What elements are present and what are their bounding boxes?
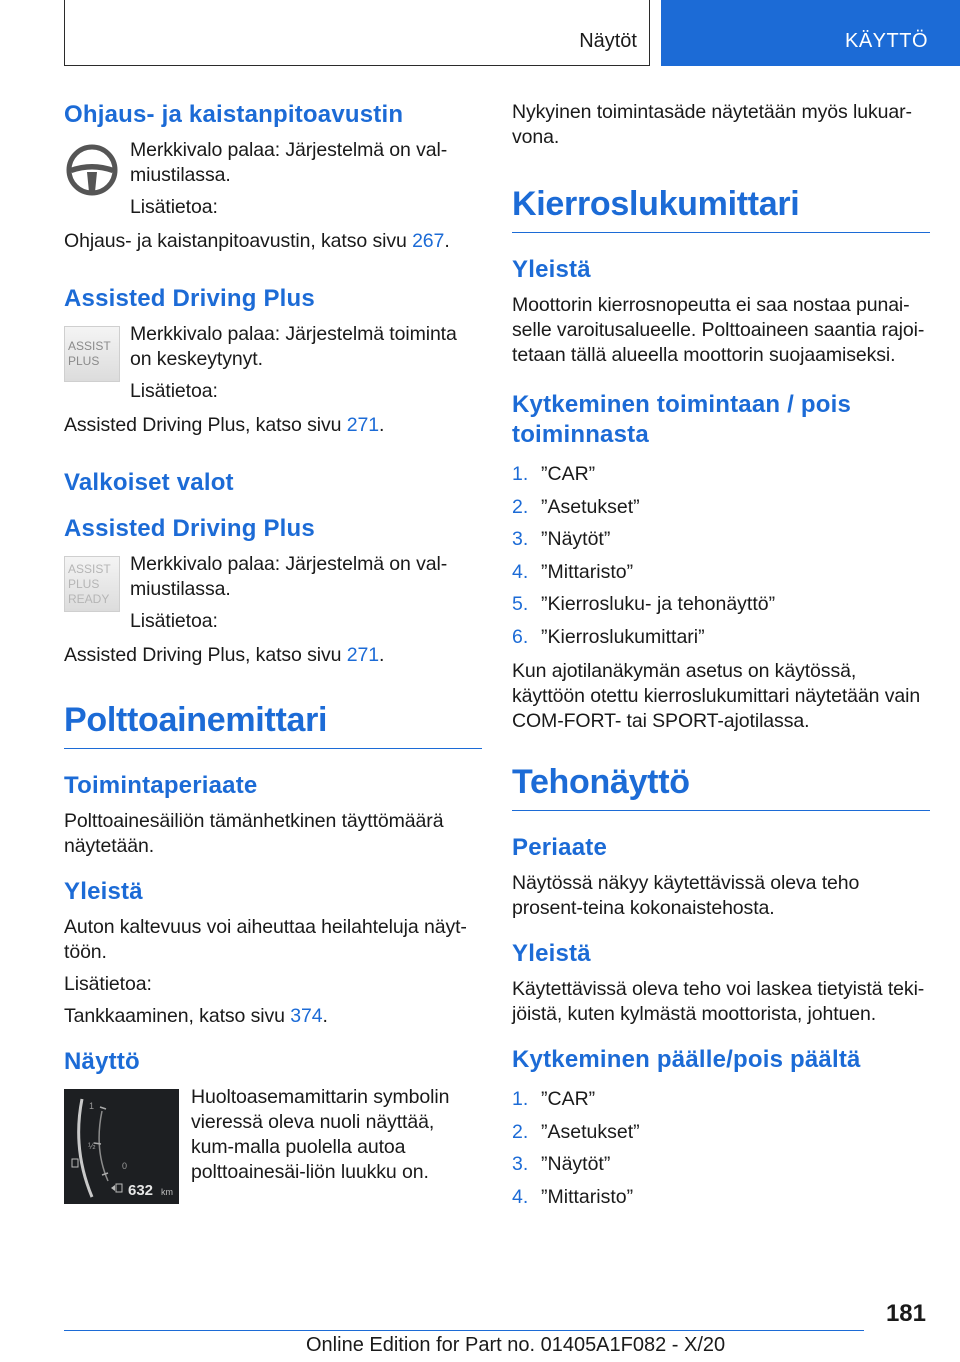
steps-list-1 bbox=[512, 458, 930, 653]
intro-text: Nykyinen toimintasäde näytetään myös lukuar-vona. bbox=[512, 101, 912, 148]
heading-adp-2: Assisted Driving Plus bbox=[64, 515, 315, 542]
fuel-range-value: 632 bbox=[128, 1182, 154, 1199]
list-item: 2. ”Asetukset” bbox=[512, 495, 640, 518]
heading-toggle: Kytkeminen toimintaan / pois toiminnasta bbox=[512, 391, 851, 448]
page-number: 181 bbox=[885, 1300, 926, 1327]
fuel-range-unit: km bbox=[161, 1187, 173, 1197]
right-column bbox=[512, 100, 930, 1219]
assist-plus-ready-icon: ASSIST PLUS READY bbox=[64, 556, 120, 612]
heading-general: Yleistä bbox=[64, 878, 143, 905]
lane-assist-more: Lisätietoa: bbox=[130, 196, 218, 218]
adp-2-text: Merkkivalo palaa: Järjestelmä on val-miustilassa. bbox=[130, 553, 448, 600]
lane-assist-text: Merkkivalo palaa: Järjestelmä on val-miustilassa. bbox=[130, 139, 448, 186]
list-item: 4. ”Mittaristo” bbox=[512, 560, 634, 583]
header-section-tab bbox=[64, 0, 650, 66]
display-block bbox=[64, 1085, 482, 1204]
list-item: 2. ”Asetukset” bbox=[512, 1120, 640, 1143]
heading-lane-assist: Ohjaus- ja kaistanpitoavustin bbox=[64, 101, 404, 128]
header-chapter-label: KÄYTTÖ bbox=[844, 30, 928, 52]
general-text: Auton kaltevuus voi aiheuttaa heilahteluja näyt-töön. bbox=[64, 916, 467, 963]
list-item: 1. ”CAR” bbox=[512, 1088, 596, 1110]
principle-text: Polttoainesäiliön tämänhetkinen täyttömäärä näytetään. bbox=[64, 810, 444, 857]
list-item: 4. ”Mittaristo” bbox=[512, 1185, 634, 1208]
svg-text:1: 1 bbox=[89, 1101, 95, 1111]
fuel-gauge-dashboard-image bbox=[64, 1089, 179, 1204]
heading-display: Näyttö bbox=[64, 1048, 140, 1075]
footer-divider bbox=[64, 1330, 864, 1331]
heading-power-principle: Periaate bbox=[512, 834, 607, 861]
steering-wheel-icon bbox=[64, 142, 120, 198]
general-page-link[interactable]: 374 bbox=[290, 1005, 323, 1027]
svg-text:½: ½ bbox=[88, 1141, 96, 1151]
assist-plus-icon: ASSIST PLUS bbox=[64, 326, 120, 382]
adp-1-block bbox=[64, 322, 482, 411]
power-general-text: Käytettävissä oleva teho voi laskea tietyistä teki-jöistä, kuten kylmästä moottorista, johtuen. bbox=[512, 978, 925, 1025]
adp-1-more: Lisätietoa: bbox=[130, 380, 218, 402]
heading-fuel-gauge: Polttoainemittari bbox=[64, 700, 482, 749]
adp-2-more: Lisätietoa: bbox=[130, 610, 218, 632]
list-item: 3. ”Näytöt” bbox=[512, 1153, 611, 1175]
adp-1-text: Merkkivalo palaa: Järjestelmä toiminta on keskeytynyt. bbox=[130, 323, 457, 370]
general-ref: Tankkaaminen, katso sivu 374. bbox=[64, 1005, 328, 1027]
steps-list-2 bbox=[512, 1083, 930, 1213]
heading-adp-1: Assisted Driving Plus bbox=[64, 285, 315, 312]
list-item: 1. ”CAR” bbox=[512, 463, 596, 485]
heading-power-display: Tehonäyttö bbox=[512, 762, 930, 811]
rev-general-text: Moottorin kierrosnopeutta ei saa nostaa punai-selle varoitusalueelle. Polttoaineen saantia rajoi-tetaan tällä alueella moottorin suojaamiseksi. bbox=[512, 294, 925, 366]
lane-assist-ref: Ohjaus- ja kaistanpitoavustin, katso sivu 267. bbox=[64, 230, 450, 252]
heading-rev-general: Yleistä bbox=[512, 256, 591, 283]
list-item: 6. ”Kierroslukumittari” bbox=[512, 625, 705, 648]
heading-on-off: Kytkeminen päälle/pois päältä bbox=[512, 1046, 861, 1073]
adp-1-ref: Assisted Driving Plus, katso sivu 271. bbox=[64, 414, 385, 436]
list-item: 5. ”Kierrosluku- ja tehonäyttö” bbox=[512, 593, 776, 615]
adp-2-ref: Assisted Driving Plus, katso sivu 271. bbox=[64, 644, 385, 666]
adp-2-block bbox=[64, 552, 482, 641]
header-section-label: Näytöt bbox=[579, 30, 637, 52]
heading-principle: Toimintaperiaate bbox=[64, 772, 258, 799]
heading-tachometer: Kierroslukumittari bbox=[512, 184, 930, 233]
toggle-note: Kun ajotilanäkymän asetus on käytössä, käyttöön otettu kierroslukumittari näytetään vain COM-FORT- tai SPORT-ajotilassa. bbox=[512, 660, 921, 732]
adp-1-page-link[interactable]: 271 bbox=[346, 414, 379, 436]
header-chapter-tab bbox=[661, 0, 960, 66]
edition-note: Online Edition for Part no. 01405A1F082 - X/20 bbox=[306, 1334, 726, 1356]
display-text: Huoltoasemamittarin symbolin vieressä oleva nuoli näyttää, kum-malla puolella autoa polttoainesäi-liön luukku on. bbox=[191, 1086, 450, 1183]
lane-assist-block bbox=[64, 138, 482, 227]
general-more: Lisätietoa: bbox=[64, 973, 152, 995]
svg-text:0: 0 bbox=[122, 1161, 128, 1171]
heading-power-general: Yleistä bbox=[512, 940, 591, 967]
list-item: 3. ”Näytöt” bbox=[512, 528, 611, 550]
heading-white-lights: Valkoiset valot bbox=[64, 469, 234, 496]
left-column bbox=[64, 100, 482, 1206]
lane-assist-page-link[interactable]: 267 bbox=[412, 230, 445, 252]
adp-2-page-link[interactable]: 271 bbox=[346, 644, 379, 666]
power-principle-text: Näytössä näkyy käytettävissä oleva teho prosent-teina kokonaistehosta. bbox=[512, 872, 860, 919]
